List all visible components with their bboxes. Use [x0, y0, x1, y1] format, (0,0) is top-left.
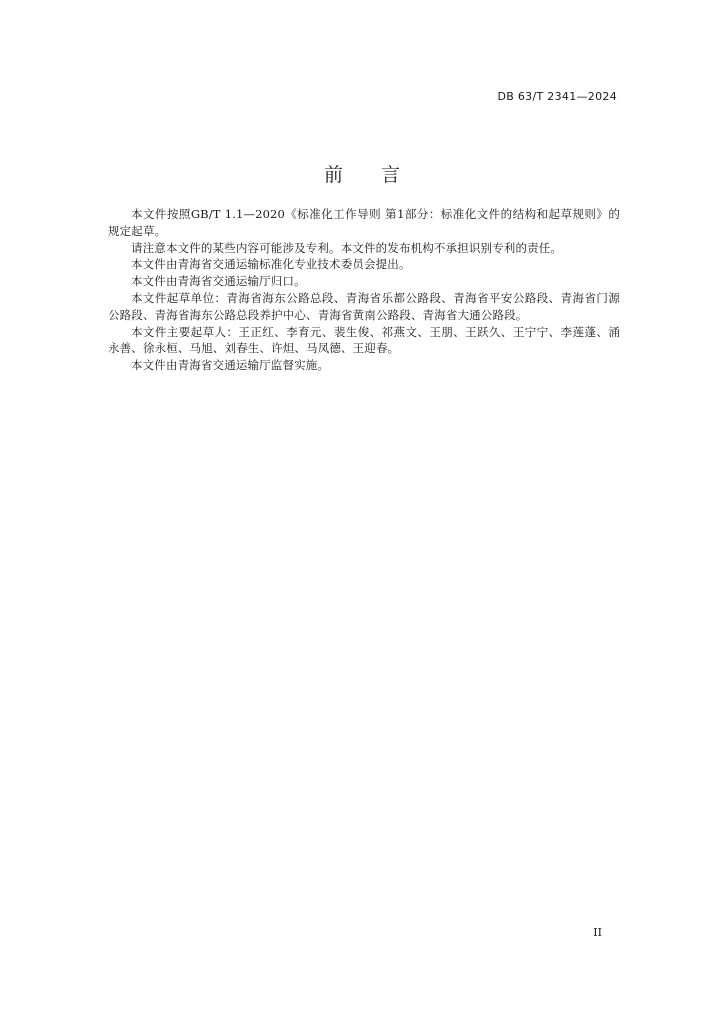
paragraph-drafters: 本文件主要起草人：王正红、李育元、裴生俊、祁燕文、王朋、王跃久、王宁宁、李莲蓬、涌永善、徐永桓、马旭、刘春生、许炟、马凤德、王迎春。 — [108, 324, 620, 356]
page-title — [0, 160, 724, 187]
paragraph-patent-notice: 请注意本文件的某些内容可能涉及专利。本文件的发布机构不承担识别专利的责任。 — [131, 240, 563, 255]
standard-code: DB 63/T 2341—2024 — [497, 90, 617, 103]
title-char-2: 言 — [381, 164, 401, 186]
paragraph-drafting-units: 本文件起草单位：青海省海东公路总段、青海省乐都公路段、青海省平安公路段、青海省门源公路段、青海省海东公路总段养护中心、青海省黄南公路段、青海省大通公路段。 — [108, 290, 620, 322]
foreword-body — [108, 206, 620, 374]
title-char-1: 前 — [323, 164, 343, 186]
paragraph-supervisor: 本文件由青海省交通运输厅监督实施。 — [131, 358, 330, 373]
paragraph-proposer: 本文件由青海省交通运输标准化专业技术委员会提出。 — [131, 257, 411, 272]
paragraph-drafting-rules: 本文件按照GB/T 1.1—2020《标准化工作导则 第1部分：标准化文件的结构和起草规则》的规定起草。 — [108, 207, 620, 238]
page-number: II — [593, 926, 602, 939]
paragraph-administrator: 本文件由青海省交通运输厅归口。 — [131, 274, 306, 289]
